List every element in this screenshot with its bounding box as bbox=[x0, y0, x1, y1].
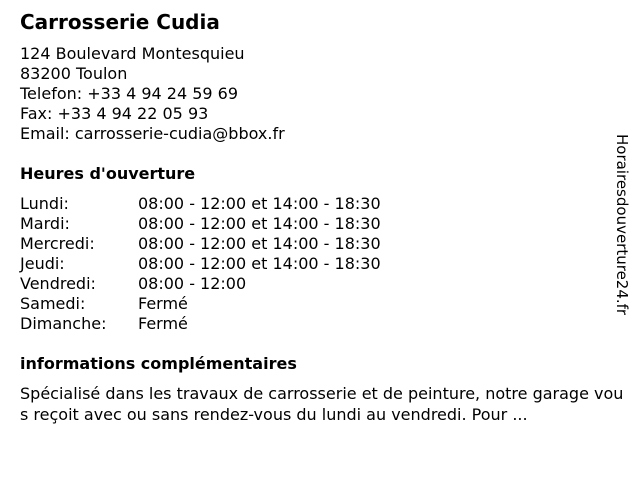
hours-day-label: Jeudi: bbox=[20, 254, 65, 273]
opening-hours-heading: Heures d'ouverture bbox=[20, 164, 196, 183]
business-description: Spécialisé dans les travaux de carrosserie et de peinture, notre garage vous reçoit avec ou sans rendez-vous du lundi au vendredi. Pour ... bbox=[20, 384, 624, 424]
hours-time-value: 08:00 - 12:00 et 14:00 - 18:30 bbox=[138, 234, 381, 253]
hours-day-label: Lundi: bbox=[20, 194, 69, 213]
fax-number: Fax: +33 4 94 22 05 93 bbox=[20, 104, 209, 123]
hours-time-value: Fermé bbox=[138, 314, 188, 333]
address-city: 83200 Toulon bbox=[20, 64, 128, 83]
hours-day-label: Vendredi: bbox=[20, 274, 96, 293]
email-address: Email: carrosserie-cudia@bbox.fr bbox=[20, 124, 285, 143]
hours-time-value: Fermé bbox=[138, 294, 188, 313]
hours-time-value: 08:00 - 12:00 et 14:00 - 18:30 bbox=[138, 254, 381, 273]
hours-time-value: 08:00 - 12:00 et 14:00 - 18:30 bbox=[138, 194, 381, 213]
hours-day-label: Mardi: bbox=[20, 214, 70, 233]
contact-block bbox=[20, 44, 285, 144]
phone-number: Telefon: +33 4 94 24 59 69 bbox=[20, 84, 239, 103]
site-watermark: Horairesdouverture24.fr bbox=[613, 134, 631, 316]
address-street: 124 Boulevard Montesquieu bbox=[20, 44, 245, 63]
additional-info-heading: informations complémentaires bbox=[20, 354, 297, 373]
hours-day-label: Dimanche: bbox=[20, 314, 107, 333]
hours-day-label: Mercredi: bbox=[20, 234, 95, 253]
hours-time-value: 08:00 - 12:00 bbox=[138, 274, 247, 293]
hours-day-label: Samedi: bbox=[20, 294, 86, 313]
business-name: Carrosserie Cudia bbox=[20, 10, 220, 34]
hours-time-value: 08:00 - 12:00 et 14:00 - 18:30 bbox=[138, 214, 381, 233]
